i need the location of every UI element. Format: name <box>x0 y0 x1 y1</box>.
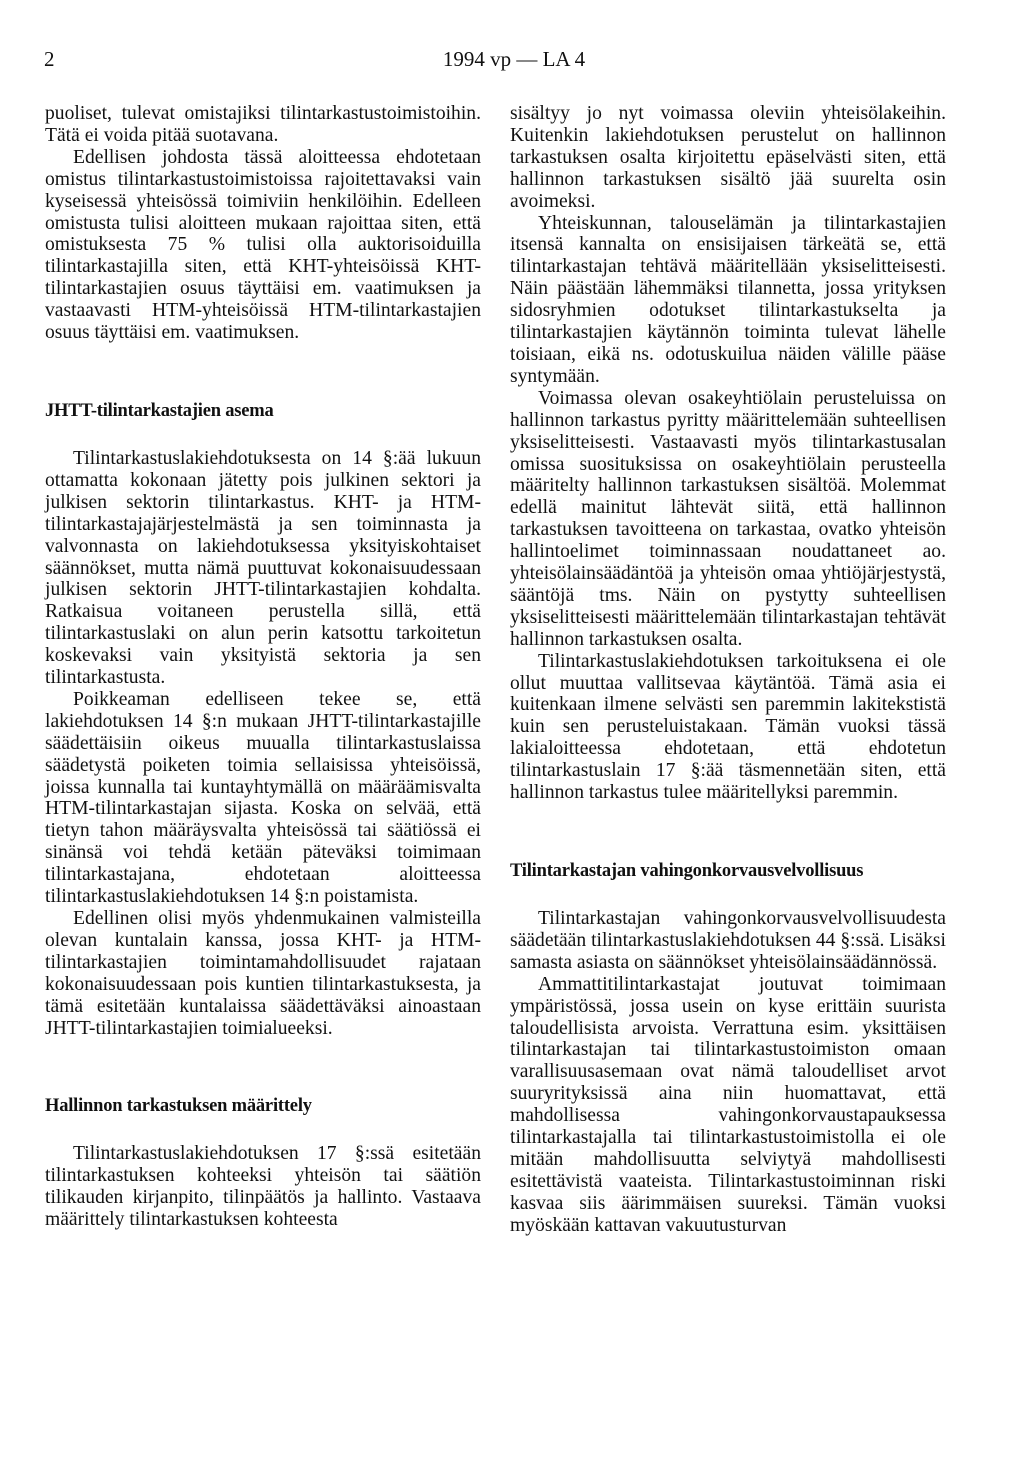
section-heading: JHTT-tilintarkastajien asema <box>45 400 274 421</box>
left-column <box>45 103 481 1231</box>
paragraph: Yhteiskunnan, talouselämän ja tilintarkastajien itsensä kannalta on ensisijaisen tärkeätä se, että tilintarkastajan tehtävä määritellään yksiselitteisesti. Näin päästään lähemmäksi tilannetta, jossa yrityksen sidosryhmien odotukset tilintarkastukselta ja tilintarkastajien käytännön toiminta tulevat lähelle toisiaan, eikä ns. odotuskuilua näiden välille pääse syntymään. <box>510 212 946 387</box>
paragraph: Tilintarkastajan vahingonkorvausvelvollisuudesta säädetään tilintarkastuslakiehdotuksen 44 §:ssä. Lisäksi samasta asiasta on säännökset yhteisölainsäädännössä. <box>510 908 946 973</box>
paragraph: sisältyy jo nyt voimassa oleviin yhteisölakeihin. Kuitenkin lakiehdotuksen perustelut on hallinnon tarkastuksen osalta kirjoitettu epäselvästi siten, että hallinnon tarkastuksen sisältö jää suurelta osin avoimeksi. <box>510 103 946 212</box>
section-heading: Hallinnon tarkastuksen määrittely <box>45 1096 312 1117</box>
paragraph: Ammattitilintarkastajat joutuvat toimimaan ympäristössä, jossa usein on kyse erittäin suurista taloudellisista arvoista. Verrattuna esim. yksittäisen tilintarkastajan tai tilintarkastustoimiston omaan varallisuusasemaan ovat nämä taloudelliset arvot suuryrityksissä aina niin huomattavat, että mahdollisessa vahingonkorvaustapauksessa tilintarkastajalla tai tilintarkastustoimistolla ei ole mitään mahdollisuutta selviytyä mahdollisesti esitettävistä vaateista. Tilintarkastustoiminnan riski kasvaa siis äärimmäisen suureksi. Tämän vuoksi myöskään kattavan vakuutusturvan <box>510 973 946 1236</box>
running-title: 1994 vp — LA 4 <box>442 47 586 71</box>
paragraph: Edellisen johdosta tässä aloitteessa ehdotetaan omistus tilintarkastustoimistoissa rajoitettavaksi vain kyseisessä yhteisössä toimiviin henkilöihin. Edelleen omistusta tulisi aloitteen mukaan rajoittaa siten, että omistuksesta 75 % tulisi olla auktorisoiduilla tilintarkastajilla siten, että KHT-yhteisöissä KHT-tilintarkastajien osuus täyttäisi em. vaatimuksen ja vastaavasti HTM-yhteisöissä HTM-tilintarkastajien osuus täyttäisi em. vaatimuksen. <box>45 146 481 344</box>
paragraph: Poikkeaman edelliseen tekee se, että lakiehdotuksen 14 §:n mukaan JHTT-tilintarkastajille säädettäisiin oikeus muualla tilintarkastuslaissa säädetystä poiketen toimia sellaisissa yhteisöissä, joissa kunnalla tai kuntayhtymällä on määräämisvalta HTM-tilintarkastajan sijasta. Koska on selvää, että tietyn tahon määräysvalta yhteisössä tai säätiössä ei sinänsä voi tehdä ketään päteväksi toimimaan tilintarkastajana, ehdotetaan aloitteessa tilintarkastuslakiehdotuksen 14 §:n poistamista. <box>45 688 481 908</box>
page-header <box>44 47 984 77</box>
paragraph: Voimassa olevan osakeyhtiölain perusteluissa on hallinnon tarkastus pyritty määrittelemään suhteellisen yksiselitteisesti. Vastaavasti myös tilintarkastusalan omissa suosituksissa on osakeyhtiölain perusteella määritelty hallinnon tarkastuksen sisältöä. Molemmat edellä mainitut lähtevät siitä, että hallinnon tarkastuksen tavoitteena on tarkastaa, ovatko yhteisön hallintoelimet toiminnassaan noudattaneet ao. yhteisölainsäädäntöä ja yhteisön omaa yhtiöjärjestystä, sääntöjä tms. Näin on pystytty suhteellisen yksiselitteisesti määrittelemään tilintarkastajan tehtävät hallinnon tarkastuksen osalta. <box>510 387 946 650</box>
right-column <box>510 103 946 1237</box>
page-number: 2 <box>44 47 55 71</box>
paragraph: Tilintarkastuslakiehdotuksesta on 14 §:ää lukuun ottamatta kokonaan jätetty pois julkinen sektori ja julkisen sektorin tilintarkastus. KHT- ja HTM-tilintarkastajajärjestelmästä ja sen toiminnasta ja valvonnasta on lakiehdotuksessa yksityiskohtaiset säännökset, mutta nämä puuttuvat kokonaisuudessaan julkisen sektorin JHTT-tilintarkastajien kohdalta. Ratkaisua voitaneen perustella sillä, että tilintarkastuslaki on alun perin katsottu tarkoitetun koskevaksi vain yksityistä sektoria ja sen tilintarkastusta. <box>45 447 481 689</box>
paragraph: puoliset, tulevat omistajiksi tilintarkastustoimistoihin. Tätä ei voida pitää suotavana. <box>45 103 481 146</box>
paragraph: Edellinen olisi myös yhdenmukainen valmisteilla olevan kuntalain kanssa, jossa KHT- ja HTM-tilintarkastajien toimintamahdollisuudet rajataan kokonaisuudessaan pois kuntien tilintarkastuksesta, ja tämä esitetään kuntalaissa säädettäväksi ainoastaan JHTT-tilintarkastajien toimialueeksi. <box>45 908 481 1039</box>
section-heading: Tilintarkastajan vahingonkorvausvelvollisuus <box>510 861 864 881</box>
paragraph: Tilintarkastuslakiehdotuksen 17 §:ssä esitetään tilintarkastuksen kohteeksi yhteisön tai säätiön tilikauden kirjanpito, tilinpäätös ja hallinto. Vastaava määrittely tilintarkastuksen kohteesta <box>45 1143 481 1231</box>
paragraph: Tilintarkastuslakiehdotuksen tarkoituksena ei ole ollut muuttaa vallitsevaa käytäntöä. Tämä asia ei kuitenkaan ilmene selvästi sen paremmin lakitekstistä kuin sen perusteluistakaan. Tämän vuoksi tässä lakialoitteessa ehdotetaan, että ehdotetun tilintarkastuslain 17 §:ää täsmennetään siten, että hallinnon tarkastus tulee määritellyksi paremmin. <box>510 650 946 804</box>
